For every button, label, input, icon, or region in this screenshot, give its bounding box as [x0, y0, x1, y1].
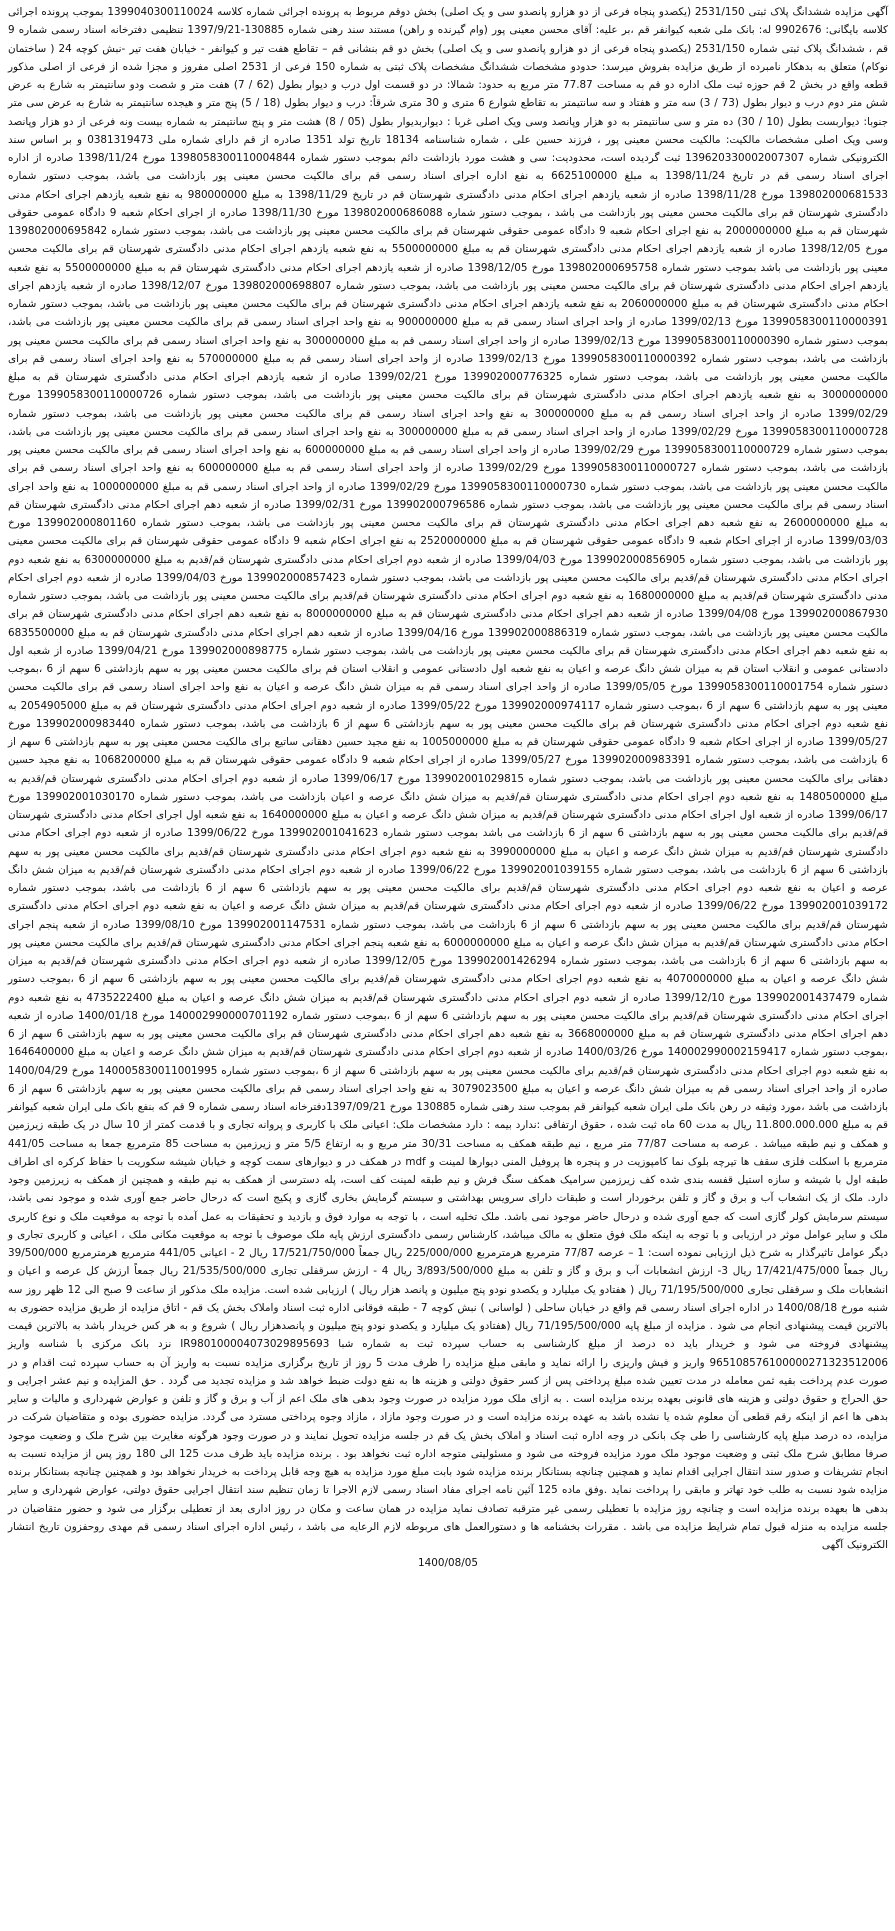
publication-date: 1400/08/05 [418, 1557, 478, 1570]
auction-notice-body: آگهی مزایده ششدانگ پلاک ثبتی 2531/150 (یکصدو پنجاه فرعی از دو هزارو پانصدو سی و یک اصلی) بخش دوقم مربوط به پرونده اجرائی شماره کلاسه 1399040300110024 بموجب پرونده اجرائی کلاسه بایگانی: 9902676 له: بانک ملی شعبه کیوانفر قم ،بر علیه: آقای محسن معینی پور (وام گیرنده و راهن) مستند سند رهنی شماره 130885-1397/9/21 تنظیمی دفترخانه اسناد رسمی شماره 9 قم ، ششدانگ پلاک ثبتی شماره 2531/150 (یکصدو پنجاه فرعی از دو هزارو پانصدو سی و یک اصلی) بخش دو قم بنشانی قم – تقاطع هفت تیر و کیوانفر - خیابان هفت تیر -نبش کوچه 24 ( ساختمان نوکام) متعلق به بدهکار نامبرده از طریق مزایده بفروش میرسد: حدودو مشخصات ششدانگ مشخصات پلاک ثبتی به شماره 150 فرعی از 2531 اصلی مفروز و مجزا شده از فرعی از اصلی مذکور قطعه واقع در بخش 2 قم حوزه ثبت ملک اداره دو قم به مساحت 77.87 متر مربع به حدود: شمالا: در دو قسمت اول درب و دیوار بطول (62 / 7) هفت متر و شصت ودو سانتیمتر به شارع به عرض شش متر دوم درب و دیوار بطول (73 / 3) سه متر و هفتاد و سه سانتیمتر به تقاطع شوارع 6 متری و 30 متری شرقاً: درب و دیوار بطول (18 / 5) پنج متر و هیجده سانتیمتر به شارع به عرض سی متر جنوبا: دیواربست بطول (10 / 30) ده متر و سی سانتیمتر به دو هزار وپانصد وسی ویک اصلی غربا : دیواربدیوار بطول (05 / 8) هشت متر و پنج سانتیمتر به شماره بیست ونه فرعی از دو هزار وپانصد وسی ویک اصلی مشخصات مالکیت: مالکیت محسن معینی پور ، فرزند حسین علی ، شماره شناسنامه 18134 تاریخ تولد 1351 صادره از قم دارای شماره ملی 0381319473 و بر اساس سند الکترونیکی شماره 139620330002007307 ثبت گردیده است، محدودیت: سی و هشت مورد بازداشت دائم بموجب دستور شماره 1398058300110004844 مورخ 1398/11/24 صادره از اداره اجرای اسناد رسمی قم در تاریخ 1398/11/24 به مبلغ 6625100000 به نفع اداره اجرای اسناد رسمی قم برای مالکیت محسن معینی پور بازداشت می باشد، بموجب دستور شماره 139802000681533 مورخ 1398/11/28 صادره از شعبه یازدهم اجرای احکام مدنی دادگستری شهرستان قم در تاریخ 1398/11/29 به مبلغ 980000000 به نفع شعبه یازدهم اجرای احکام مدنی دادگستری شهرستان قم برای مالکیت محسن معینی پور بازداشت می باشد ، بموجب دستور شماره 139802000686088 مورخ 1398/11/30 صادره از اجرای احکام شعبه 9 دادگاه عمومی حقوقی شهرستان قم به مبلغ 2000000000 به نفع اجرای احکام شعبه 9 دادگاه عمومی حقوقی شهرستان قم برای مالکیت محسن معینی پور بازداشت می باشد، بموجب دستور شماره 139802000695842 مورخ 1398/12/05 صادره از شعبه یازدهم اجرای احکام مدنی دادگستری شهرستان قم به مبلغ 5500000000 به نفع شعبه یازدهم اجرای احکام مدنی دادگستری شهرستان قم برای مالکیت محسن معینی پور بازداشت می باشد بموجب دستور شماره 139802000695758 مورخ 1398/12/05 صادره از شعبه یازدهم اجرای احکام مدنی دادگستری شهرستان قم به مبلغ 5500000000 به نفع شعبه یازدهم اجرای احکام مدنی دادگستری شهرستان قم برای مالکیت محسن معینی پور بازداشت می باشد، بموجب دستور شماره 139802000698807 مورخ 1398/12/07 صادره از شعبه یازدهم اجرای احکام مدنی دادگستری شهرستان قم به مبلغ 2060000000 به نفع شعبه یازدهم اجرای احکام مدنی دادگستری شهرستان قم برای مالکیت محسن معینی پور بازداشت می باشد، بموجب دستور شماره 1399058300110000391 مورخ 1399/02/13 صادره از واحد اجرای اسناد رسمی قم به مبلغ 900000000 به نفع واحد اجرای اسناد رسمی قم برای مالکیت محسن معینی پور بازداشت می باشد، بموجب دستور شماره 1399058300110000390 مورخ 1399/02/13 صادره از واحد اجرای اسناد رسمی قم به مبلغ 300000000 به نفع واحد اجرای اسناد رسمی قم برای مالکیت محسن معینی پور بازداشت می باشد، بموجب دستور شماره 1399058300110000392 مورخ 1399/02/13 صادره از واحد اجرای اسناد رسمی قم به مبلغ 570000000 به نفع واحد اجرای اسناد رسمی قم برای مالکیت محسن معینی پور بازداشت می باشد، بموجب دستور شماره 139902000776325 مورخ 1399/02/21 صادره از شعبه یازدهم اجرای احکام مدنی دادگستری شهرستان قم به مبلغ 3000000000 به نفع شعبه یازدهم اجرای احکام مدنی دادگستری شهرستان قم برای مالکیت محسن معینی پور بازداشت می باشد، بموجب دستور شماره 1399058300110000726 مورخ 1399/02/29 صادره از واحد اجرای اسناد رسمی قم به مبلغ 300000000 به نفع واحد اجرای اسناد رسمی قم برای مالکیت محسن معینی پور بازداشت می باشد، بموجب دستور شماره 1399058300110000728 مورخ 1399/02/29 صادره از واحد اجرای اسناد رسمی قم به مبلغ 300000000 به نفع واحد اجرای اسناد رسمی قم برای مالکیت محسن معینی پور بازداشت می باشد، بموجب دستور شماره 1399058300110000729 مورخ 1399/02/29 صادره از واحد اجرای اسناد رسمی قم به مبلغ 600000000 به نفع واحد اجرای اسناد رسمی قم برای مالکیت محسن معینی پور بازداشت می باشد، بموجب دستور شماره 1399058300110000727 مورخ 1399/02/29 صادره از واحد اجرای اسناد رسمی قم به مبلغ 600000000 به نفع واحد اجرای اسناد رسمی قم برای مالکیت محسن معینی پور بازداشت می باشد، بموجب دستور شماره 1399058300110000730 مورخ 1399/02/29 صادره از واحد اجرای اسناد رسمی قم به مبلغ 1000000000 به نفع واحد اجرای اسناد رسمی قم برای مالکیت محسن معینی پور بازداشت می باشد، بموجب دستور شماره 139902000796586 مورخ 1399/02/31 صادره از شعبه دهم اجرای احکام مدنی دادگستری شهرستان قم به مبلغ 2600000000 به نفع شعبه دهم اجرای احکام مدنی دادگستری شهرستان قم برای مالکیت محسن معینی پور بازداشت می باشد، بموجب دستور شماره 139902000801160 مورخ 1399/03/03 صادره از اجرای احکام شعبه 9 دادگاه عمومی حقوقی شهرستان قم به مبلغ 2520000000 به نفع اجرای احکام شعبه 9 دادگاه عمومی حقوقی شهرستان قم برای مالکیت محسن معینی پور بازداشت می باشد، بموجب دستور شماره 139902000856905 مورخ 1399/04/03 صادره از شعبه دوم اجرای احکام مدنی دادگستری شهرستان قم/قدیم به مبلغ 6300000000 به نفع شعبه دوم اجرای احکام مدنی دادگستری شهرستان قم/قدیم برای مالکیت محسن معینی پور بازداشت می باشد، بموجب دستور شماره 139902000857423 مورخ 1399/04/03 صادره از شعبه دوم اجرای احکام مدنی دادگستری شهرستان قم/قدیم به مبلغ 1680000000 به نفع شعبه دوم اجرای احکام مدنی دادگستری شهرستان قم/قدیم برای مالکیت محسن معینی پور بازداشت می باشد، بموجب دستور شماره 139902000867930 مورخ 1399/04/08 صادره از شعبه دهم اجرای احکام مدنی دادگستری شهرستان قم به مبلغ 8000000000 به نفع شعبه دهم اجرای احکام مدنی دادگستری شهرستان قم برای مالکیت محسن معینی پور بازداشت می باشد، بموجب دستور شماره 139902000886319 مورخ 1399/04/16 صادره از شعبه دهم اجرای احکام مدنی دادگستری شهرستان قم به مبلغ 6835500000 به نفع شعبه دهم اجرای احکام مدنی دادگستری شهرستان قم برای مالکیت محسن معینی پور بازداشت می باشد، بموجب دستور شماره 139902000898775 مورخ 1399/04/21 صادره از شعبه اول دادستانی عمومی و انقلاب استان قم به میزان شش دانگ عرصه و اعیان به نفع شعبه اول دادستانی عمومی و انقلاب استان قم برای مالکیت محسن معینی پور به سهم بازداشتی 6 سهم از 6 ،بموجب دستور شماره 1399058300110001754 مورخ 1399/05/05 صادره از واحد اجرای اسناد رسمی قم به میزان شش دانگ عرصه و اعیان به نفع واحد اجرای اسناد رسمی قم برای مالکیت محسن معینی پور به سهم بازداشتی 6 سهم از 6 ،بموجب دستور شماره 139902000974117 مورخ 1399/05/22 صادره از شعبه دوم اجرای احکام مدنی دادگستری شهرستان قم به مبلغ 2054905000 به نفع شعبه دوم اجرای احکام مدنی دادگستری شهرستان قم برای مالکیت محسن معینی پور به سهم بازداشتی 6 سهم از 6 بازداشت می باشد، بموجب دستور شماره 139902000983440 مورخ 1399/05/27 صادره از اجرای احکام شعبه 9 دادگاه عمومی حقوقی شهرستان قم به مبلغ 1005000000 به نفع مجید حسین دهقانی ساتیع برای مالکیت محسن معینی پور به سهم بازداشتی 6 سهم از 6 بازداشت می باشد، بموجب دستور شماره 139902000983391 مورخ 1399/05/27 صادره از اجرای احکام شعبه 9 دادگاه عمومی حقوقی شهرستان قم به مبلغ 1068200000 به نفع مجید حسین دهقانی برای مالکیت محسن معینی پور بازداشت می باشد، بموجب دستور شماره 139902001029815 مورخ 1399/06/17 صادره از شعبه دوم اجرای احکام مدنی دادگستری شهرستان قم/قدیم به مبلغ 1480500000 به نفع شعبه دوم اجرای احکام مدنی دادگستری شهرستان قم/قدیم به میزان شش دانگ عرصه و اعیان بازداشت می باشد، بموجب دستور شماره 139902001030170 مورخ 1399/06/17 صادره از شعبه اول اجرای احکام مدنی دادگستری شهرستان قم/قدیم به میزان شش دانگ عرصه و اعیان به مبلغ 1640000000 به نفع شعبه اول اجرای احکام مدنی دادگستری شهرستان قم/قدیم برای مالکیت محسن معینی پور به سهم بازداشتی 6 سهم از 6 بازداشت می باشد بموجب دستور شماره 139902001041623 مورخ 1399/06/22 صادره از شعبه دوم اجرای احکام مدنی دادگستری شهرستان قم/قدیم به میزان شش دانگ عرصه و اعیان به مبلغ 3990000000 به نفع شعبه دوم اجرای احکام مدنی دادگستری شهرستان قم/قدیم برای مالکیت محسن معینی پور به سهم بازداشتی 6 سهم از 6 بازداشت می باشد، بموجب دستور شماره 139902001039155 مورخ 1399/06/22 صادره از شعبه دوم اجرای احکام مدنی دادگستری شهرستان قم/قدیم به میزان شش دانگ عرصه و اعیان به نفع شعبه دوم اجرای احکام مدنی دادگستری شهرستان قم/قدیم برای مالکیت محسن معینی پور به سهم بازداشتی 6 سهم از 6 بازداشت می باشد، بموجب دستور شماره 139902001039172 مورخ 1399/06/22 صادره از شعبه دوم اجرای احکام مدنی دادگستری شهرستان قم/قدیم به میزان شش دانگ عرصه و اعیان به نفع شعبه دوم اجرای احکام مدنی دادگستری شهرستان قم/قدیم برای مالکیت محسن معینی پور به سهم بازداشتی 6 سهم از 6 بازداشت می باشد، بموجب دستور شماره 139902001147531 مورخ 1399/08/10 صادره از شعبه پنجم اجرای احکام مدنی دادگستری شهرستان قم/قدیم به میزان شش دانگ عرصه و اعیان به مبلغ 6000000000 به نفع شعبه پنجم اجرای احکام مدنی دادگستری شهرستان قم/قدیم برای مالکیت محسن معینی پور به سهم بازداشتی 6 سهم از 6 بازداشت می باشد، بموجب دستور شماره 139902001426294 مورخ 1399/12/05 صادره از شعبه دوم اجرای احکام مدنی دادگستری شهرستان قم/قدیم به میزان شش دانگ عرصه و اعیان به مبلغ 4070000000 به نفع شعبه دوم اجرای احکام مدنی دادگستری شهرستان قم/قدیم برای مالکیت محسن معینی پور به سهم بازداشتی 6 سهم از 6 ،بموجب دستور شماره 139902001437479 مورخ 1399/12/10 صادره از شعبه دوم اجرای احکام مدنی دادگستری شهرستان قم/قدیم به میزان شش دانگ عرصه و اعیان به مبلغ 4735222400 به نفع شعبه دوم اجرای احکام مدنی دادگستری شهرستان قم/قدیم برای مالکیت محسن معینی پور به سهم بازداشتی 6 سهم از 6 ،بموجب دستور شماره 140002990000701192 مورخ 1400/01/18 صادره از شعبه دهم اجرای احکام مدنی دادگستری شهرستان قم به مبلغ 3668000000 به نفع شعبه دهم اجرای احکام مدنی دادگستری شهرستان قم برای مالکیت محسن معینی پور به سهم بازداشتی 6 سهم از 6 ،بموجب دستور شماره 140002990002159417 مورخ 1400/03/26 صادره از شعبه دوم اجرای احکام مدنی دادگستری شهرستان قم/قدیم به میزان شش دانگ عرصه و اعیان به مبلغ 1646400000 به نفع شعبه دوم اجرای احکام مدنی دادگستری شهرستان قم/قدیم برای مالکیت محسن معینی پور به سهم بازداشتی 6 سهم از 6 ،بموجب دستور شماره 140005830011001995 مورخ 1400/04/29 صادره از واحد اجرای اسناد رسمی قم به میزان شش دانگ عرصه و اعیان به مبلغ 3079023500 به نفع واحد اجرای اسناد رسمی قم برای مالکیت محسن معینی پور به سهم بازداشتی 6 سهم از 6 بازداشت می باشد ،مورد وثیقه در رهن بانک ملی ایران شعبه کیوانفر قم بموجب سند رهنی شماره 130885 مورخ 1397/09/21دفترخانه اسناد رسمی شماره 9 قم که بنفع بانک ملی ایران شعبه کیوانفر قم به مبلغ 11.800.000.000 ریال به مدت 60 ماه ثبت شده ، حقوق ارتفاقی :ندارد بیمه : دارد مشخصات ملک: اعیانی ملک با کاربری و پروانه تجاری و با قدمت کمتر از 10 سال در یک طبقه زیرزمین و همکف و نیم طبقه میباشد . عرصه به مساحت 77/87 متر مربع ، نیم طبقه همکف به مساحت 30/31 متر مربع و به ارتفاع 5/5 متر و زیرزمین به مساحت 85 مترمربع جمعا به مساحت 441/05 مترمربع با اسکلت فلزی سقف ها تیرچه بلوک نما کامپوزیت در و پنجره ها پروفیل المنی دیوارها لمینت و mdf در همکف در و دیوارهای سمت کوچه و خیابان شیشه سکوریت با حفاظ کرکره ای اطراف طبقه اول با شیشه و سازه استیل قفسه بندی شده کف زیرزمین سرامیک همکف سنگ فرش و نیم طبقه لمینت کف است، پله دسترسی از همکف به نیم طبقه و همچنین از همکف به زیرزمین وجود دارد. ملک از یک انشعاب آب و برق و گاز و تلفن برخوردار است و طبقات دارای سرویس بهداشتی و سیستم گرمایش بخاری گازی و پکیج است که درحال حاضر جمع آوری شده و موجود نمی باشد، سیستم سرمایش کولر گازی است که جمع آوری شده و درحال حاضر موجود نمی باشد. ملک تخلیه است ، با توجه به موارد فوق و بازدید و تحقیقات به عمل آمده با توجه به موقعیت ملک و نوع کاربری ملک و سایر عوامل موثر در ارزیابی و با توجه به اینکه ملک فوق متعلق به مالک میباشد، کارشناس رسمی دادگستری ارزش پایه ملک موصوف با توجه به موقعیت مکانی ملک ، اعیانی و کاربری تجاری و دیگر عوامل تاثیرگذار به شرح ذیل ارزیابی نموده است: 1 – عرصه 77/87 مترمربع هرمترمربع 225/000/000 ریال جمعاً 17/521/750/000 ریال 2 - اعیانی 441/05 مترمربع هرمترمربع 39/500/000 ریال جمعاً 17/421/475/000 ریال 3- ارزش انشعابات آب و برق و گاز و تلفن به مبلغ 3/893/500/000 ریال 4 - ارزش سرقفلی تجاری 21/535/500/000 ریال جمعاً ارزش کل عرصه و اعیان و انشعابات ملک و سرقفلی تجاری 71/195/500/000 ریال ( هفتادو یک میلیارد و یکصدو نودو پنج میلیون و پانصد هزار ریال ) ارزیابی شده است. مزایده ملک مذکور از ساعت 9 صبح الی 12 ظهر روز سه شنبه مورخ 1400/08/18 در اداره اجرای اسناد رسمی قم واقع در خیابان ساحلی ( لواسانی ) نبش کوچه 7 - طبقه فوقانی اداره ثبت اسناد واملاک بخش یک قم - اتاق مزایده از طریق مزایده حضوری به بالاترین قیمت پیشنهادی انجام می شود . مزایده از مبلغ پایه 71/195/500/000 ریال (هفتادو یک میلیارد و یکصدو نودو پنج میلیون و پانصدهزار ریال ) شروع و به هر کس خریدار باشد به بالاترین قیمت پیشنهادی فروخته می شود و خریدار باید ده درصد از مبلغ کارشناسی به حساب سپرده ثبت به شماره شبا IR980100004073029895693 نزد بانک مرکزی با شناسه واریز 965108576100000271323512006 واریز و فیش واریزی را ارائه نماید و مابقی مبلغ مزایده را ظرف مدت 5 روز از تاریخ برگزاری مزایده نسبت به واریز آن به حساب سپرده ثبت اقدام و در صورت عدم پرداخت بقیه ثمن معامله در مدت تعیین شده مبلغ پرداختی پس از کسر حقوق دولتی و هزینه ها به نفع دولت ضبط خواهد شد و مزایده تجدید می گردد . حق المزایده و نیم عشر اجرایی و حق الحراج و حقوق دولتی و هزینه های قانونی بعهده برنده مزایده است . به ازای ملک مورد مزایده در صورت وجود بدهی های ملک اعم از آب و برق و گاز و تلفن و عوارض شهرداری و مالیات و سایر بدهی ها اعم از اینکه رقم قطعی آن معلوم شده یا نشده باشد به عهده برنده مزایده است و در صورت وجود مازاد ، مازاد وجوه پرداختی مسترد می گردد. مزایده حضوری بوده و متقاضیان شرکت در مزایده، ده درصد مبلغ پایه کارشناسی را طی چک بانکی در وجه اداره ثبت اسناد و املاک بخش یک قم در جلسه مزایده تحویل نمایند و در صورت وجود هرگونه مغایرت بین شرح ملک و وضعیت موجود صرفا مطابق شرح ملک ثبتی و وضعیت موجود ملک مورد مزایده فروخته می شود و مسئولیتی متوجه اداره ثبت نخواهد بود . برنده مزایده باید ظرف مدت 125 الی 180 روز پس از مزایده نسبت به انجام تشریفات و صدور سند انتقال اجرایی اقدام نماید و همچنین چنانچه بستانکار برنده مزایده شود بابت مبلغ مورد مزایده به هیچ وجه قابل پرداخت به خریدار نخواهد بود و همچنین چنانچه بستانکار برنده مزایده شود نسبت به طلب خود تهاتر و مابقی را پرداخت نماید .وفق ماده 125 آئین نامه اجرای مفاد اسناد رسمی لازم الاجرا تا زمان تنظیم سند انتقال اجرایی حقوق دولتی، عوارض شهرداری و سایر بدهی ها بعهده برنده مزایده است و چنانچه روز مزایده با تعطیلی رسمی غیر مترقبه تصادف نماید مزایده در همان ساعت و مکان در روز اداری بعد از تعطیلی برگزار می شود و حضور متقاضیان در جلسه مزایده به منزله قبول تمام شرایط مزایده می باشد . مقررات بخشنامه ها و دستورالعمل های مربوطه لازم الرعایه می باشد ، رئیس اداره اجرای اسناد رسمی قم مهدی روحفزون تاریخ انتشار الکترونیک آگهی [8, 6, 889, 1551]
